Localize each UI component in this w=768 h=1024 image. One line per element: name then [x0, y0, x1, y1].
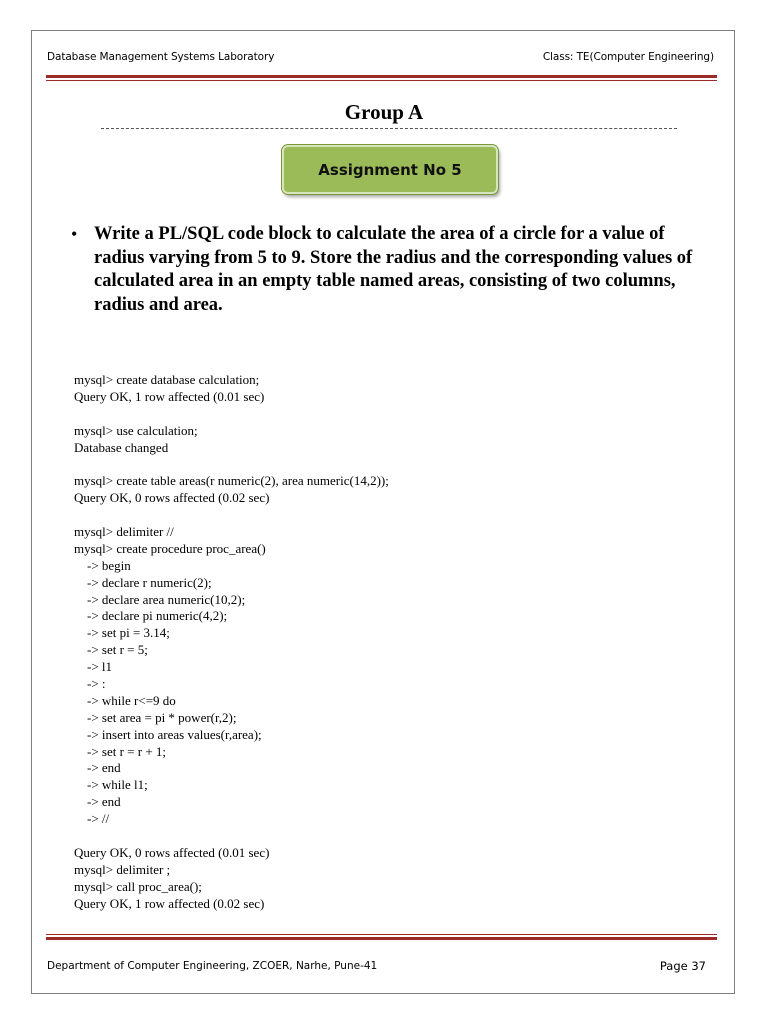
code-listing — [74, 372, 389, 913]
code-line: Database changed — [74, 439, 169, 455]
code-line: -> declare area numeric(10,2); — [74, 591, 246, 607]
code-line: -> : — [74, 676, 106, 692]
header-rule-thin — [46, 80, 717, 81]
group-title: Group A — [344, 100, 424, 124]
header-course-title: Database Management Systems Laboratory — [47, 51, 275, 63]
page-number: Page 37 — [659, 959, 706, 973]
footer-rule-thin — [46, 934, 717, 935]
code-line: mysql> delimiter ; — [74, 861, 171, 877]
code-line: mysql> use calculation; — [74, 422, 198, 438]
code-line: -> while r<=9 do — [74, 692, 176, 708]
footer-rule-thick — [46, 937, 717, 940]
code-line: -> insert into areas values(r,area); — [74, 726, 262, 742]
code-line: -> end — [74, 794, 121, 810]
code-line: mysql> delimiter // — [74, 524, 174, 540]
code-line: -> set area = pi * power(r,2); — [74, 709, 237, 725]
bullet-icon: • — [71, 224, 78, 244]
header-class-label: Class: TE(Computer Engineering) — [542, 51, 714, 63]
code-line — [74, 507, 389, 524]
code-line: -> set r = 5; — [74, 642, 148, 658]
code-line: -> end — [74, 760, 121, 776]
code-line: Query OK, 0 rows affected (0.01 sec) — [74, 844, 270, 860]
code-line: mysql> create procedure proc_area() — [74, 540, 266, 556]
code-line: Query OK, 1 row affected (0.01 sec) — [74, 388, 265, 404]
question-text: Write a PL/SQL code block to calculate the area of a circle for a value of radius varying from 5 to 9. Store the radius and the corresponding values of calculated area in an empty table named areas, consisting of two columns, radius and area. — [94, 224, 693, 315]
code-line — [74, 828, 389, 845]
dashed-divider — [101, 128, 677, 129]
code-line: -> set pi = 3.14; — [74, 625, 170, 641]
code-line: -> declare r numeric(2); — [74, 574, 212, 590]
code-line: Query OK, 0 rows affected (0.02 sec) — [74, 490, 270, 506]
code-line: -> l1 — [74, 659, 113, 675]
code-line: -> while l1; — [74, 777, 148, 793]
code-line: mysql> create table areas(r numeric(2), area numeric(14,2)); — [74, 473, 389, 489]
assignment-badge: Assignment No 5 — [282, 145, 498, 194]
code-line: Query OK, 1 row affected (0.02 sec) — [74, 895, 265, 911]
footer-department: Department of Computer Engineering, ZCOER, Narhe, Pune-41 — [47, 960, 378, 972]
code-line — [74, 406, 389, 423]
code-line: -> set r = r + 1; — [74, 743, 167, 759]
code-line: mysql> create database calculation; — [74, 372, 260, 387]
header-rule-thick — [46, 75, 717, 78]
code-line — [74, 456, 389, 473]
code-line: -> // — [74, 811, 110, 827]
code-line: mysql> call proc_area(); — [74, 878, 202, 894]
code-line: -> declare pi numeric(4,2); — [74, 608, 228, 624]
code-line: -> begin — [74, 557, 131, 573]
